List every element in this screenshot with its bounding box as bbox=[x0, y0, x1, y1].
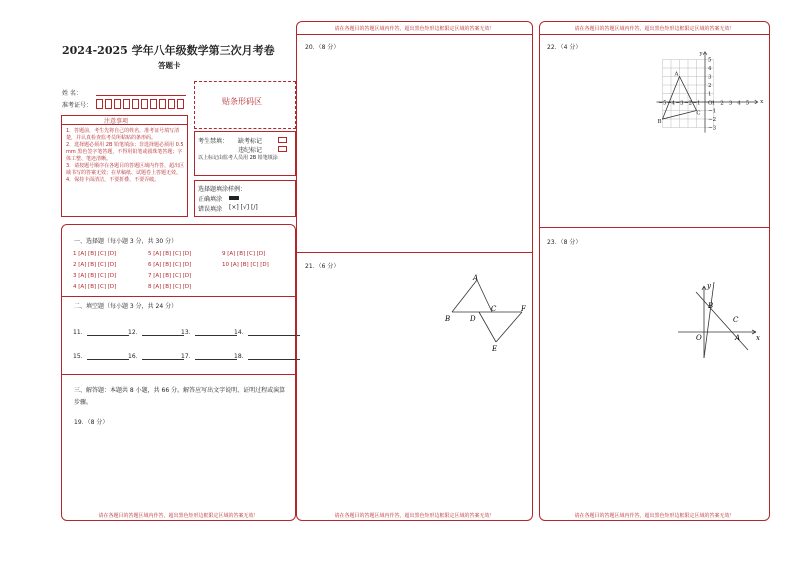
blank-15[interactable]: 15． bbox=[73, 351, 129, 360]
point-a-label: A bbox=[674, 71, 679, 78]
blank-14[interactable]: 14． bbox=[234, 327, 300, 336]
y-tick-label: −1 bbox=[708, 108, 717, 115]
blank-12[interactable]: 12． bbox=[128, 327, 184, 336]
q22-coordinate-grid bbox=[650, 50, 766, 135]
wrong-fill-marks: [×] [√] [/] bbox=[229, 204, 258, 211]
y-tick-label: −3 bbox=[708, 125, 717, 132]
fig23-label-b: B bbox=[708, 302, 714, 310]
choice-q7[interactable]: 7 [A] [B] [C] [D] bbox=[148, 273, 192, 279]
origin-label: O bbox=[708, 100, 713, 107]
choice-q1[interactable]: 1 [A] [B] [C] [D] bbox=[73, 251, 117, 257]
barcode-label: 贴条形码区 bbox=[222, 97, 262, 106]
wrong-fill-label: 错误填涂 bbox=[198, 206, 223, 213]
notice-item: 1．答题前，考生先将自己的姓名，准考证号填写清楚，并认真检查监考员所粘贴的条形码。 bbox=[66, 128, 180, 141]
y-axis-label: y bbox=[699, 50, 703, 57]
point-c-label: C bbox=[696, 110, 701, 117]
x-axis-label: x bbox=[760, 99, 764, 105]
name-field[interactable] bbox=[96, 95, 186, 96]
q21-figure bbox=[440, 272, 532, 354]
exam-title: 2024-2025 学年八年级数学第三次月考卷 bbox=[62, 44, 275, 57]
q21-answer-area[interactable] bbox=[300, 360, 528, 506]
fig23-label-o: O bbox=[696, 334, 702, 342]
id-field[interactable] bbox=[96, 98, 188, 110]
q22-label: 22．（4 分） bbox=[547, 44, 582, 51]
choice-q8[interactable]: 8 [A] [B] [C] [D] bbox=[148, 284, 192, 290]
q23-answer-area[interactable] bbox=[543, 365, 765, 505]
blank-16[interactable]: 16． bbox=[128, 351, 184, 360]
status-note: 以上标记由监考人员用 2B 铅笔填涂 bbox=[198, 155, 278, 161]
q20-answer-area[interactable] bbox=[300, 52, 528, 248]
fig23-label-x: x bbox=[756, 334, 760, 342]
top-divider-col3 bbox=[540, 34, 769, 35]
choice-q2[interactable]: 2 [A] [B] [C] [D] bbox=[73, 262, 117, 268]
violation-label: 违纪标记 bbox=[238, 147, 263, 154]
choice-q10[interactable]: 10 [A] [B] [C] [D] bbox=[222, 262, 269, 268]
x-tick-label: 1 bbox=[711, 100, 716, 107]
q19-answer-area[interactable] bbox=[66, 428, 290, 508]
correct-fill-label: 正确填涂 bbox=[198, 196, 223, 203]
x-tick-label: 4 bbox=[737, 100, 741, 107]
section3-title: 三、解答题：本题共 8 小题，共 66 分。解答应写出文字说明、证明过程或演算步骤。 bbox=[74, 387, 286, 406]
y-tick-label: −2 bbox=[708, 117, 717, 123]
blank-13[interactable]: 13． bbox=[181, 327, 237, 336]
absent-checkbox[interactable] bbox=[278, 137, 287, 143]
q20-label: 20．（8 分） bbox=[305, 44, 340, 51]
bottom-warning-col3: 请在各题目的答题区域内作答，超出黑色矩形边框限定区域的答案无效！ bbox=[574, 513, 735, 519]
answer-sheet-subtitle: 答题卡 bbox=[158, 61, 181, 70]
choice-q4[interactable]: 4 [A] [B] [C] [D] bbox=[73, 284, 117, 290]
correct-fill-mark bbox=[229, 196, 239, 200]
name-label: 姓 名： bbox=[62, 90, 82, 97]
top-divider-col2 bbox=[297, 34, 532, 35]
fig21-label-a: A bbox=[473, 274, 479, 282]
fig23-label-a: A bbox=[735, 334, 741, 342]
section-divider bbox=[62, 296, 295, 297]
top-warning-col3: 请在各题目的答题区域内作答，超出黑色矩形边框限定区域的答案无效！ bbox=[574, 26, 735, 32]
id-label: 准考证号： bbox=[62, 102, 93, 109]
q-divider-col2 bbox=[297, 252, 532, 253]
fig23-label-c: C bbox=[733, 316, 739, 324]
y-tick-label: 2 bbox=[708, 83, 712, 89]
bottom-warning-col1: 请在各题目的答题区域内作答，超出黑色矩形边框限定区域的答案无效！ bbox=[98, 513, 259, 519]
fig21-label-f: F bbox=[521, 305, 526, 313]
y-tick-label: 3 bbox=[708, 74, 712, 81]
status-label: 考生禁填： bbox=[198, 138, 229, 145]
x-tick-label: −2 bbox=[683, 100, 693, 107]
q23-figure bbox=[674, 278, 766, 360]
q23-label: 23．（8 分） bbox=[547, 239, 582, 246]
y-tick-label: 1 bbox=[708, 91, 712, 98]
blank-18[interactable]: 18． bbox=[234, 351, 300, 360]
notice-item: 4．保持卡面清洁，不要折叠、不要弄破。 bbox=[66, 177, 160, 183]
x-tick-label: −5 bbox=[658, 100, 667, 107]
section-divider bbox=[62, 374, 295, 375]
blank-11[interactable]: 11． bbox=[73, 327, 129, 336]
choice-q6[interactable]: 6 [A] [B] [C] [D] bbox=[148, 262, 192, 268]
q21-label: 21．（6 分） bbox=[305, 263, 340, 270]
choice-q9[interactable]: 9 [A] [B] [C] [D] bbox=[222, 251, 266, 257]
point-b-label: B bbox=[657, 119, 662, 125]
absent-label: 缺考标记 bbox=[238, 138, 263, 145]
y-tick-label: 4 bbox=[708, 66, 712, 72]
fig23-label-y: y bbox=[707, 282, 711, 290]
notice-item: 3．请按题号顺序在各题目的答题区域内作答，超出区域书写的答案无效；在草稿纸、试题卷上答题无效。 bbox=[66, 163, 185, 176]
top-warning-col2: 请在各题目的答题区域内作答，超出黑色矩形边框限定区域的答案无效！ bbox=[334, 26, 495, 32]
notice-title: 注意事项 bbox=[104, 118, 129, 125]
q19-label: 19．（8 分） bbox=[74, 419, 109, 426]
section1-title: 一、选择题（每小题 3 分，共 30 分） bbox=[74, 238, 178, 245]
x-tick-label: −4 bbox=[666, 100, 676, 107]
fill-example-title: 选择题填涂样例： bbox=[198, 186, 247, 193]
bottom-warning-col2: 请在各题目的答题区域内作答，超出黑色矩形边框限定区域的答案无效！ bbox=[334, 513, 495, 519]
blank-17[interactable]: 17． bbox=[181, 351, 237, 360]
fig21-label-b: B bbox=[445, 315, 451, 323]
fig21-label-d: D bbox=[470, 315, 476, 323]
x-tick-label: 3 bbox=[728, 100, 733, 107]
x-tick-label: −1 bbox=[692, 100, 701, 107]
choice-q3[interactable]: 3 [A] [B] [C] [D] bbox=[73, 273, 117, 279]
x-tick-label: −3 bbox=[675, 100, 684, 107]
violation-checkbox[interactable] bbox=[278, 146, 287, 152]
x-tick-label: 2 bbox=[720, 100, 724, 107]
choice-q5[interactable]: 5 [A] [B] [C] [D] bbox=[148, 251, 192, 257]
y-tick-label: 5 bbox=[708, 57, 712, 64]
fig21-label-e: E bbox=[492, 345, 498, 353]
notice-item: 2．选择题必须用 2B 铅笔填涂；非选择题必须用 0.5 mm 黑色签字笔答题，不得用铅笔或圆珠笔答题；字体工整、笔迹清晰。 bbox=[66, 142, 184, 162]
fig21-label-c: C bbox=[491, 305, 497, 313]
q-divider-col3 bbox=[540, 227, 769, 228]
notice-list bbox=[66, 128, 186, 184]
section2-title: 二、填空题（每小题 3 分，共 24 分） bbox=[74, 303, 178, 310]
x-tick-label: 5 bbox=[745, 100, 750, 107]
